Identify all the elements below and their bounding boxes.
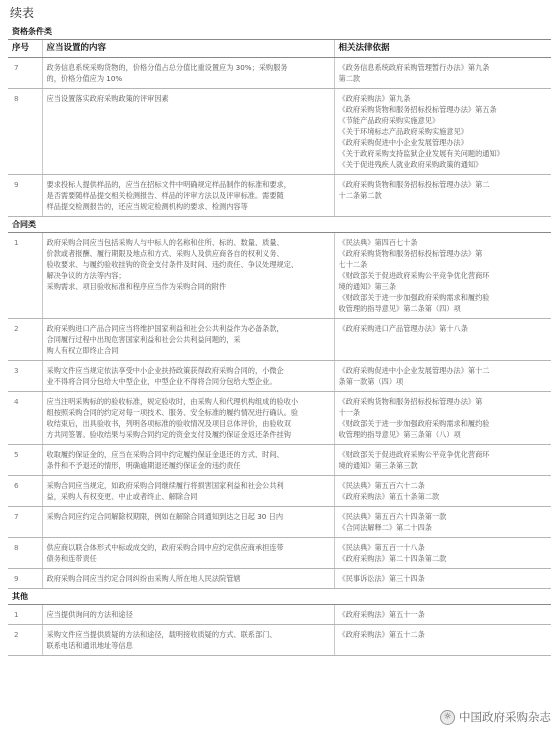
row-legal-basis [334, 319, 551, 361]
row-legal-basis [334, 605, 551, 625]
table-row [8, 361, 551, 392]
row-content [42, 58, 334, 89]
table-row [8, 445, 551, 476]
row-legal-basis [334, 445, 551, 476]
row-content [42, 89, 334, 175]
content-line: 业不得将合同分包给大中型企业，中型企业不得将合同分包给大型企业。 [46, 377, 277, 386]
content-line: 方共同签署。验收结果与采购合同约定的资金支付及履约保证金返还条件挂钩 [46, 430, 291, 439]
legal-basis-line: 《民法典》第五百一十八条 [338, 543, 425, 552]
row-number: 7 [8, 58, 42, 89]
content-line: 条件和不予退还的情形，明确逾期退还履约保证金的违约责任 [46, 461, 241, 470]
legal-basis-line: 《政府采购货物和服务招标投标管理办法》第 [338, 397, 483, 406]
legal-basis-line: 境的通知》第三条 [338, 282, 397, 291]
row-legal-basis [334, 89, 551, 175]
legal-basis-line: 《政府采购进口产品管理办法》第十八条 [338, 324, 468, 333]
legal-basis-line: 《财政部关于促进政府采购公平竞争优化营商环 [338, 450, 490, 459]
legal-basis-line: 十二条第二款 [338, 191, 382, 200]
table-row [8, 569, 551, 589]
table-row [8, 89, 551, 175]
legal-basis-line: 收管理的指导意见》第三条第（八）项 [338, 430, 461, 439]
row-number: 8 [8, 538, 42, 569]
row-content [42, 233, 334, 319]
section-title: 合同类 [8, 217, 551, 233]
table-row [8, 507, 551, 538]
row-number: 8 [8, 89, 42, 175]
legal-basis-line: 《政府采购法》第二十四条第二款 [338, 554, 447, 563]
content-line: 采购文件应当提供质疑的方法和途径，载明接收质疑的方式、联系部门、 [46, 630, 277, 639]
row-content [42, 319, 334, 361]
column-header-content: 应当设置的内容 [42, 40, 334, 58]
content-line: 合同履行过程中出现危害国家利益和社会公共利益问题的，采 [46, 335, 241, 344]
legal-basis-line: 《节能产品政府采购实施意见》 [338, 116, 440, 125]
table-body [8, 24, 551, 656]
content-line: 的，价格分值应为 10% [46, 74, 123, 83]
content-line: 采购需求、项目验收标准和程序应当作为采购合同的附件 [46, 282, 227, 291]
row-content [42, 569, 334, 589]
row-content [42, 538, 334, 569]
content-line: 收取履约保证金的，应当在采购合同中约定履约保证金退还的方式、时间、 [46, 450, 284, 459]
content-line: 要求投标人提供样品的，应当在招标文件中明确规定样品制作的标准和要求， [46, 180, 291, 189]
row-content [42, 175, 334, 217]
row-legal-basis [334, 538, 551, 569]
wechat-icon: ☼ [440, 710, 455, 725]
content-line: 应当注明采购标的的验收标准，规定验收时，由采购人和代理机构组成的验收小 [46, 397, 299, 406]
row-content [42, 445, 334, 476]
table-row [8, 392, 551, 445]
content-line: 价款或者报酬、履行期限及地点和方式、采购人及供应商各自的权利义务、 [46, 249, 284, 258]
content-line: 样品提交检测报告的，还应当规定检测机构的要求、检测内容等 [46, 202, 248, 211]
legal-basis-line: 境的通知》第三条第三款 [338, 461, 418, 470]
section-title: 资格条件类 [8, 24, 551, 40]
row-number: 9 [8, 569, 42, 589]
table-row [8, 538, 551, 569]
content-line: 供应商以联合体形式中标或成交的，政府采购合同中应约定供应商承担连带 [46, 543, 284, 552]
legal-basis-line: 《财政部关于进一步加强政府采购需求和履约验 [338, 419, 490, 428]
section-title-row [8, 217, 551, 233]
row-legal-basis [334, 507, 551, 538]
content-line: 组按照采购合同的约定对每一项技术、服务、安全标准的履约情况进行确认。验 [46, 408, 299, 417]
legal-basis-line: 《民事诉讼法》第三十四条 [338, 574, 425, 583]
column-header-num: 序号 [8, 40, 42, 58]
row-number: 6 [8, 476, 42, 507]
legal-basis-line: 《政府采购促进中小企业发展管理办法》第十二 [338, 366, 490, 375]
section-title-row [8, 24, 551, 40]
row-legal-basis [334, 569, 551, 589]
table-row [8, 58, 551, 89]
content-line: 收结束后，出具验收书，列明各项标准的验收情况及项目总体评价，由验收双 [46, 419, 291, 428]
row-number: 1 [8, 605, 42, 625]
legal-basis-line: 《关于促进残疾人就业政府采购政策的通知》 [338, 160, 483, 169]
content-line: 采购合同应当规定，如政府采购合同继续履行将损害国家利益和社会公共利 [46, 481, 284, 490]
content-line: 债务和连带责任 [46, 554, 97, 563]
legal-basis-line: 七十二条 [338, 260, 368, 269]
row-content [42, 361, 334, 392]
row-number: 7 [8, 507, 42, 538]
continued-label: 续表 [10, 6, 35, 20]
legal-basis-line: 《政府采购法》第五十条第二款 [338, 492, 440, 501]
table-row [8, 319, 551, 361]
section-title-row [8, 589, 551, 605]
watermark-text: 中国政府采购杂志 [459, 710, 551, 724]
legal-basis-line: 《政府采购法》第九条 [338, 94, 411, 103]
legal-basis-line: 条第一款第（四）项 [338, 377, 404, 386]
row-number: 3 [8, 361, 42, 392]
content-line: 政府采购合同应当约定合同纠纷由采购人所在地人民法院管辖 [46, 574, 241, 583]
legal-basis-line: 《政府采购促进中小企业发展管理办法》 [338, 138, 468, 147]
legal-basis-line: 十一条 [338, 408, 361, 417]
content-line: 是否需要随样品提交相关检测报告、样品的评审方法以及评审标准。需要随 [46, 191, 284, 200]
table-header-row [8, 40, 551, 58]
legal-basis-line: 《政府采购货物和服务招标投标管理办法》第二 [338, 180, 490, 189]
row-legal-basis [334, 392, 551, 445]
legal-basis-line: 《民法典》第五百六十二条 [338, 481, 425, 490]
regulation-table-wrapper [8, 24, 551, 656]
row-legal-basis [334, 233, 551, 319]
legal-basis-line: 《政府采购法》第五十一条 [338, 610, 425, 619]
legal-basis-line: 《关于环境标志产品政府采购实施意见》 [338, 127, 468, 136]
row-number: 2 [8, 319, 42, 361]
section-title: 其他 [8, 589, 551, 605]
legal-basis-line: 《政务信息系统政府采购管理暂行办法》第九条 [338, 63, 490, 72]
legal-basis-line: 第二款 [338, 74, 361, 83]
content-line: 联系电话和通讯地址等信息 [46, 641, 133, 650]
legal-basis-line: 《财政部关于促进政府采购公平竞争优化营商环 [338, 271, 490, 280]
content-line: 解决争议的方法等内容； [46, 271, 126, 280]
row-legal-basis [334, 361, 551, 392]
row-content [42, 476, 334, 507]
table-row [8, 175, 551, 217]
regulation-table [8, 24, 551, 656]
legal-basis-line: 收管理的指导意见》第二条第（四）项 [338, 304, 461, 313]
row-number: 9 [8, 175, 42, 217]
content-line: 政府采购合同应当包括采购人与中标人的名称和住所、标的、数量、质量、 [46, 238, 284, 247]
legal-basis-line: 《民法典》第四百七十条 [338, 238, 418, 247]
table-row [8, 625, 551, 656]
legal-basis-line: 《财政部关于进一步加强政府采购需求和履约验 [338, 293, 490, 302]
row-content [42, 625, 334, 656]
legal-basis-line: 《民法典》第五百六十四条第一款 [338, 512, 447, 521]
legal-basis-line: 《政府采购货物和服务招标投标管理办法》第 [338, 249, 483, 258]
content-line: 采购合同应约定合同解除权期限，例如在解除合同通知到达之日起 30 日内 [46, 512, 284, 521]
content-line: 益，采购人有权变更、中止或者终止、解除合同 [46, 492, 198, 501]
content-line: 政府采购进口产品合同应当将维护国家利益和社会公共利益作为必备条款， [46, 324, 284, 333]
table-row [8, 476, 551, 507]
table-row [8, 233, 551, 319]
row-number: 2 [8, 625, 42, 656]
content-line: 采购文件应当规定依法享受中小企业扶持政策获得政府采购合同的，小微企 [46, 366, 284, 375]
row-legal-basis [334, 625, 551, 656]
row-content [42, 392, 334, 445]
column-header-law: 相关法律依据 [334, 40, 551, 58]
row-number: 4 [8, 392, 42, 445]
content-line: 购人有权立即终止合同 [46, 346, 119, 355]
row-number: 1 [8, 233, 42, 319]
row-content [42, 605, 334, 625]
legal-basis-line: 《关于政府采购支持监狱企业发展有关问题的通知》 [338, 149, 504, 158]
row-content [42, 507, 334, 538]
row-number: 5 [8, 445, 42, 476]
legal-basis-line: 《合同法解释二》第二十四条 [338, 523, 432, 532]
content-line: 验收要求、与履约验收挂钩的资金支付条件及时间、违约责任、争议处理规定、 [46, 260, 299, 269]
row-legal-basis [334, 476, 551, 507]
row-legal-basis [334, 175, 551, 217]
content-line: 应当提供询问的方法和途径 [46, 610, 133, 619]
legal-basis-line: 《政府采购法》第五十二条 [338, 630, 425, 639]
table-row [8, 605, 551, 625]
legal-basis-line: 《政府采购货物和服务招标投标管理办法》第五条 [338, 105, 497, 114]
content-line: 政务信息系统采购货物的，价格分值占总分值比重设置应为 30%；采购服务 [46, 63, 288, 72]
content-line: 应当设置落实政府采购政策的评审因素 [46, 94, 169, 103]
watermark [440, 709, 551, 725]
row-legal-basis [334, 58, 551, 89]
